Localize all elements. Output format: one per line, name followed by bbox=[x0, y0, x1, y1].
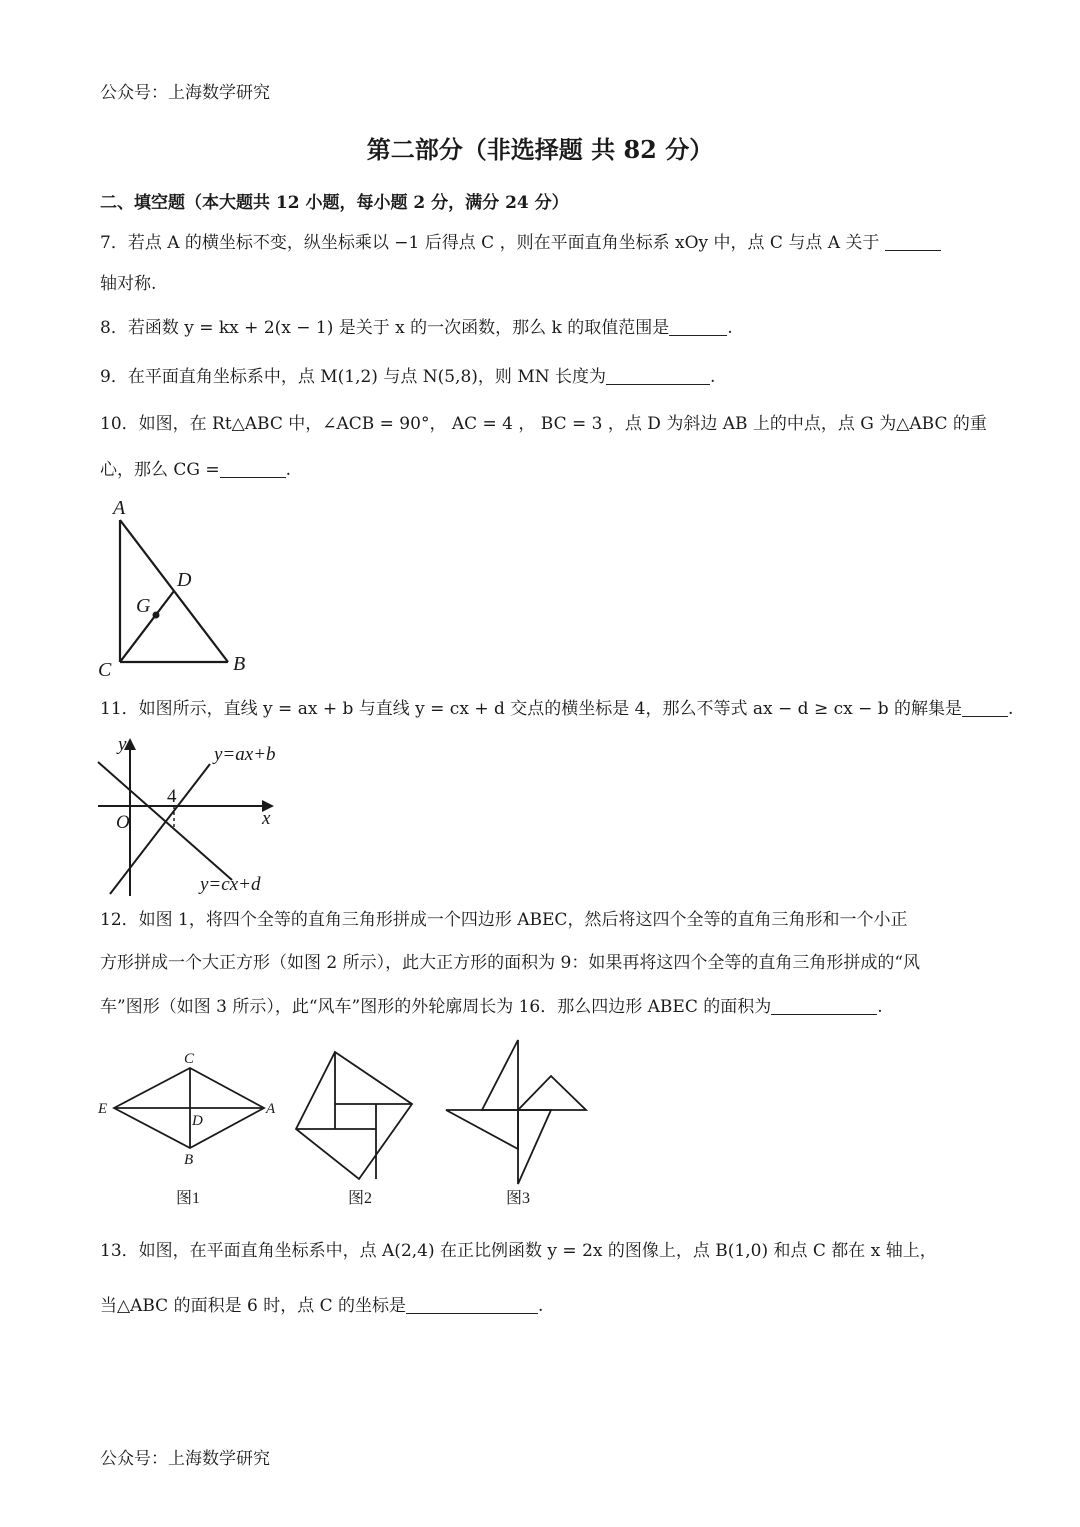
q8-period: . bbox=[727, 318, 733, 338]
triangle-figure-q10 bbox=[92, 492, 262, 682]
question-12-line2: 方形拼成一个大正方形（如图 2 所示），此大正方形的面积为 9：如果再将这四个全等的直角三角形拼成的“风 bbox=[100, 953, 921, 973]
section-heading: 二、填空题（本大题共 12 小题，每小题 2 分，满分 24 分） bbox=[100, 193, 569, 213]
figure-2-square bbox=[290, 1048, 450, 1216]
pinwheel-blade-right bbox=[518, 1076, 586, 1110]
label-b: B bbox=[184, 1152, 194, 1168]
q12-period: . bbox=[877, 997, 883, 1017]
pinwheel-blade-left bbox=[446, 1110, 518, 1149]
question-10-line2 bbox=[100, 460, 291, 479]
q10-text: 心，那么 CG = bbox=[100, 460, 220, 480]
label-d: D bbox=[177, 569, 192, 591]
label-g: G bbox=[136, 595, 151, 617]
label-line-ax-b: y=ax+b bbox=[214, 744, 276, 765]
caption-figure-3: 图3 bbox=[506, 1190, 531, 1207]
q13-text: 当△ABC 的面积是 6 时，点 C 的坐标是 bbox=[100, 1296, 407, 1316]
label-c: C bbox=[184, 1051, 195, 1067]
q9-period: . bbox=[710, 367, 716, 387]
answer-blank-11 bbox=[962, 699, 1008, 717]
question-7-line2: 轴对称. bbox=[100, 274, 157, 294]
figure-1-rhombus bbox=[92, 1048, 292, 1216]
q7-text: 7．若点 A 的横坐标不变，纵坐标乘以 −1 后得点 C ，则在平面直角坐标系 xOy 中，点 C 与点 A 关于 bbox=[100, 233, 880, 253]
label-b: B bbox=[233, 653, 246, 675]
header-account: 公众号：上海数学研究 bbox=[100, 83, 270, 103]
q12-text: 车”图形（如图 3 所示），此“风车”图形的外轮廓周长为 16．那么四边形 ABEC 的面积为 bbox=[100, 997, 772, 1017]
question-10-line1: 10．如图，在 Rt△ABC 中，∠ACB = 90°， AC = 4 ， BC = 3 ，点 D 为斜边 AB 上的中点，点 G 为△ABC 的重 bbox=[100, 414, 987, 434]
footer-account: 公众号：上海数学研究 bbox=[100, 1449, 270, 1469]
question-8 bbox=[100, 318, 733, 337]
answer-blank-8 bbox=[669, 318, 727, 336]
q11-text: 11．如图所示，直线 y = ax + b 与直线 y = cx + d 交点的横坐标是 4，那么不等式 ax − d ≥ cx − b 的解集是 bbox=[100, 699, 963, 719]
point-g bbox=[153, 612, 160, 619]
q8-text: 8．若函数 y = kx + 2(x − 1) 是关于 x 的一次函数，那么 k 的取值范围是 bbox=[100, 318, 670, 338]
caption-figure-1: 图1 bbox=[176, 1190, 201, 1207]
question-13-line2 bbox=[100, 1296, 543, 1315]
label-a: A bbox=[113, 497, 126, 519]
caption-figure-2: 图2 bbox=[348, 1190, 373, 1207]
pinwheel-blade-bottom bbox=[518, 1110, 551, 1184]
answer-blank-13 bbox=[406, 1296, 538, 1314]
page-title: 第二部分（非选择题 共 82 分） bbox=[366, 135, 714, 164]
figure-3-pinwheel bbox=[440, 1036, 600, 1216]
line-graph-figure-q11 bbox=[92, 728, 292, 900]
question-12-line3 bbox=[100, 997, 883, 1016]
label-y: y bbox=[118, 734, 127, 755]
q10-period: . bbox=[285, 460, 292, 480]
question-13-line1: 13．如图，在平面直角坐标系中，点 A(2,4) 在正比例函数 y = 2x 的图像上，点 B(1,0) 和点 C 都在 x 轴上， bbox=[100, 1241, 937, 1261]
q9-text: 9．在平面直角坐标系中，点 M(1,2) 与点 N(5,8)，则 MN 长度为 bbox=[100, 367, 606, 387]
question-12-line1: 12．如图 1，将四个全等的直角三角形拼成一个四边形 ABEC，然后将这四个全等的直角三角形和一个小正 bbox=[100, 910, 908, 930]
q13-period: . bbox=[538, 1296, 544, 1316]
pinwheel-blade-top bbox=[482, 1040, 518, 1110]
answer-blank-10 bbox=[220, 460, 286, 478]
label-tick-4: 4 bbox=[167, 786, 177, 807]
label-d: D bbox=[192, 1113, 203, 1129]
q11-period: . bbox=[1008, 699, 1014, 719]
label-x: x bbox=[262, 808, 271, 829]
label-c: C bbox=[98, 659, 112, 681]
question-9 bbox=[100, 367, 715, 386]
label-origin: O bbox=[116, 812, 130, 833]
label-a: A bbox=[266, 1101, 276, 1117]
label-line-cx-d: y=cx+d bbox=[200, 874, 261, 895]
label-e: E bbox=[98, 1101, 108, 1117]
answer-blank-12 bbox=[771, 997, 877, 1015]
answer-blank-7 bbox=[885, 233, 941, 251]
outer-square bbox=[296, 1052, 412, 1179]
question-7-line1 bbox=[100, 233, 941, 252]
question-11 bbox=[100, 699, 1013, 718]
answer-blank-9 bbox=[606, 367, 710, 385]
